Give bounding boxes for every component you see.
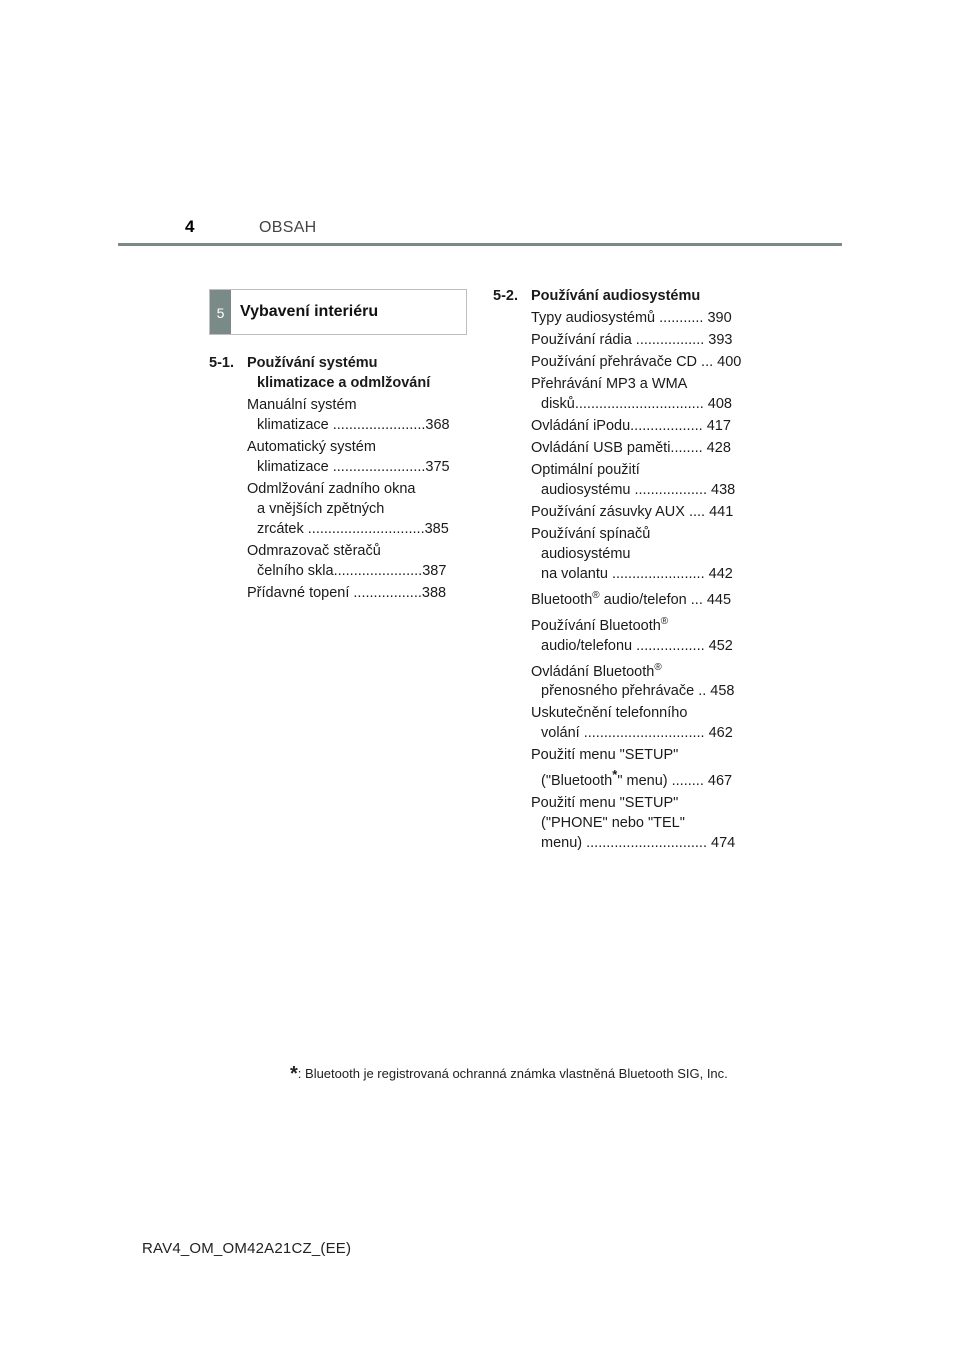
toc-entry[interactable] (531, 330, 763, 350)
footnote (290, 1063, 728, 1086)
toc-entry-line: Odmrazovač stěračů (247, 543, 381, 559)
group-title-line: klimatizace a odmlžování (257, 375, 431, 391)
toc-entry-line: ("PHONE" nebo "TEL" (541, 815, 685, 832)
registered-mark: ® (592, 590, 600, 601)
toc-entry-line: Používání spínačů (531, 526, 651, 542)
toc-entry-line: Přídavné topení .................388 (247, 585, 447, 601)
toc-entry[interactable] (531, 502, 763, 522)
toc-entry-line: Manuální systém (247, 397, 357, 413)
entry-text: Používání Bluetooth (531, 617, 661, 634)
toc-entry-line: Ovládání USB paměti........ 428 (531, 440, 731, 456)
section-title: Vybavení interiéru (240, 303, 379, 320)
toc-entry[interactable] (247, 395, 469, 435)
group-title (247, 353, 430, 393)
toc-entry-line: na volantu ....................... 442 (541, 566, 733, 582)
footnote-marker: * (612, 767, 618, 783)
toc-entry-line: audiosystému (541, 546, 631, 562)
toc-entry-line (531, 612, 763, 636)
toc-entry[interactable] (531, 658, 763, 702)
toc-entry[interactable] (531, 308, 763, 328)
section-number-tab: 5 (210, 290, 231, 334)
registered-mark: ® (660, 615, 669, 627)
toc-entry-line: Automatický systém (247, 439, 376, 455)
toc-entry-line: zrcátek .............................385 (257, 521, 449, 537)
entry-text: Bluetooth (531, 591, 593, 608)
toc-entry-line: Odmlžování zadního okna (247, 481, 416, 497)
toc-entry-line (531, 765, 763, 791)
toc-entry[interactable] (531, 460, 763, 500)
group-title: Používání audiosystému (531, 288, 701, 304)
toc-entry-line (531, 586, 763, 610)
right-toc-column (493, 286, 763, 853)
toc-entry[interactable] (531, 416, 763, 436)
toc-group-5-1 (209, 353, 469, 393)
entry-text: audio/telefon ... 445 (599, 591, 732, 608)
toc-entry[interactable] (531, 352, 763, 372)
entry-text: Ovládání Bluetooth (531, 663, 655, 680)
toc-entry[interactable] (247, 479, 469, 539)
toc-entry[interactable] (531, 745, 763, 791)
toc-entry-line: přenosného přehrávače .. 458 (541, 683, 735, 700)
header-title: OBSAH (259, 219, 317, 236)
left-toc-column (209, 353, 469, 603)
toc-entry-line: a vnějších zpětných (257, 501, 385, 517)
toc-group-5-2 (493, 286, 763, 306)
toc-entry[interactable] (531, 793, 763, 853)
toc-entry-line: Ovládání iPodu.................. 417 (531, 418, 731, 434)
toc-entry-line: Použití menu "SETUP" (531, 747, 679, 764)
toc-entry-line: Uskutečnění telefonního (531, 705, 688, 722)
group-number: 5-1. (209, 355, 234, 371)
group-title-line: Používání systému (247, 355, 378, 371)
toc-entry-line (531, 658, 763, 682)
toc-entry-line: menu) .............................. 474 (541, 835, 736, 852)
section-heading-box (209, 289, 467, 335)
registered-mark: ® (654, 661, 662, 673)
toc-entry[interactable] (531, 524, 763, 584)
toc-entry-line: audiosystému .................. 438 (541, 482, 736, 498)
page-number: 4 (185, 217, 195, 236)
entry-text: " menu) ........ 467 (617, 773, 733, 790)
toc-entry[interactable] (531, 586, 763, 610)
toc-entry-line: Přehrávání MP3 a WMA (531, 376, 688, 392)
toc-entry-line: Používání rádia ................. 393 (531, 332, 733, 348)
footnote-text: : Bluetooth je registrovaná ochranná známka vlastněná Bluetooth SIG, Inc. (297, 1066, 728, 1081)
toc-entry-line: Používání zásuvky AUX .... 441 (531, 504, 734, 520)
toc-entry[interactable] (531, 438, 763, 458)
toc-entry-line: volání .............................. 462 (541, 725, 733, 742)
toc-entry-line: Použití menu "SETUP" (531, 795, 679, 812)
toc-entry[interactable] (247, 437, 469, 477)
header-rule (118, 243, 842, 246)
toc-entry[interactable] (531, 703, 763, 743)
toc-entry-line: Používání přehrávače CD ... 400 (531, 354, 742, 370)
toc-entry[interactable] (247, 583, 469, 603)
toc-entry[interactable] (531, 612, 763, 656)
footnote-marker: * (290, 1063, 298, 1085)
toc-entry-line: Typy audiosystémů ........... 390 (531, 310, 732, 326)
toc-entry[interactable] (247, 541, 469, 581)
group-number: 5-2. (493, 288, 518, 304)
toc-entry-line: klimatizace .......................368 (257, 417, 450, 433)
document-id: RAV4_OM_OM42A21CZ_(EE) (142, 1240, 352, 1257)
toc-entry-line: disků................................ 408 (541, 396, 732, 412)
toc-entry-line: Optimální použití (531, 462, 640, 478)
entry-text: ("Bluetooth (541, 773, 613, 790)
toc-entry-line: klimatizace .......................375 (257, 459, 450, 475)
toc-entry[interactable] (531, 374, 763, 414)
toc-entry-line: audio/telefonu ................. 452 (541, 637, 733, 654)
toc-entry-line: čelního skla......................387 (257, 563, 447, 579)
